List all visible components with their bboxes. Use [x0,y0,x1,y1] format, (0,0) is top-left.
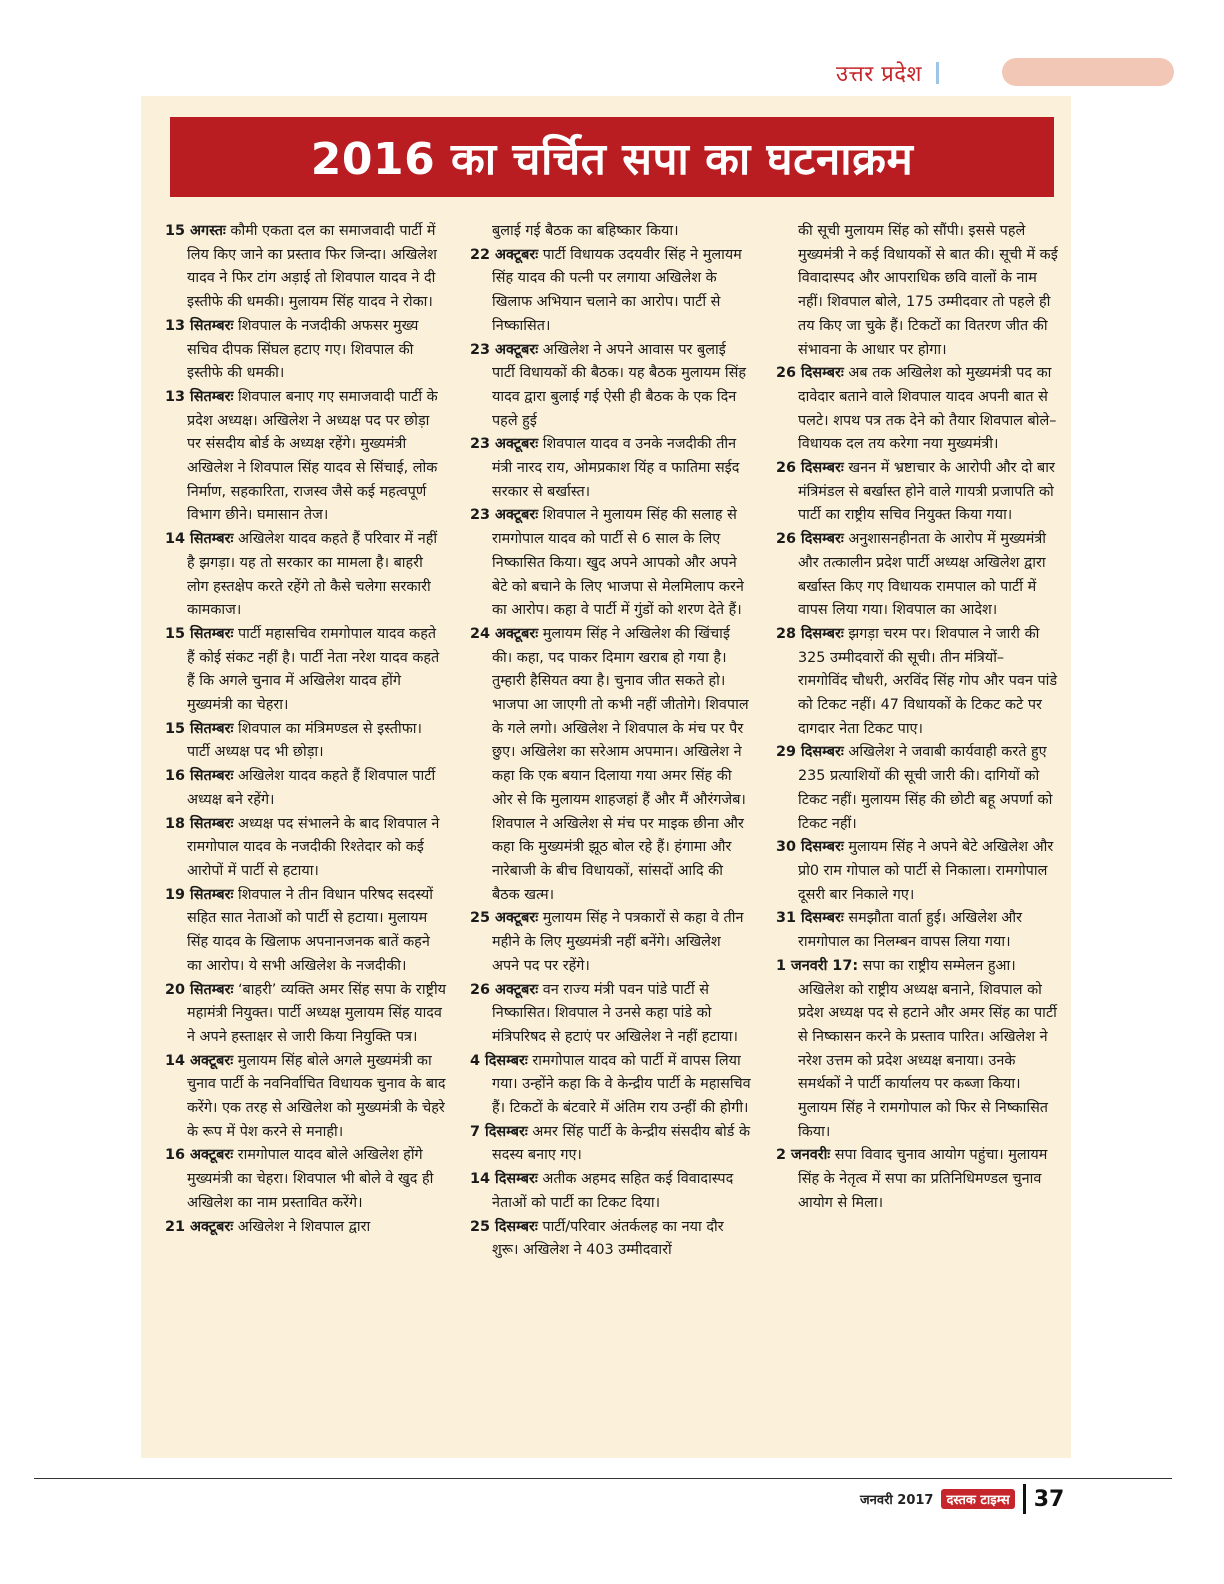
timeline-entry [165,386,447,528]
entry-date: 26 दिसम्बरः [776,460,844,477]
entry-text: समझौता वार्ता हुई। अखिलेश और रामगोपाल का निलम्बन वापस लिया गया। [798,910,1023,951]
entry-text: पार्टी विधायक उदयवीर सिंह ने मुलायम सिंह यादव की पत्नी पर लगाया अखिलेश के खिलाफ अभियान चलाने का आरोप। पार्टी से निष्कासित। [492,246,742,334]
timeline-entry [470,433,752,504]
entry-date: 23 अक्टूबरः [470,507,539,524]
entry-text: ‘बाहरी’ व्यक्ति अमर सिंह सपा के राष्ट्रीय महामंत्री नियुक्त। पार्टी अध्यक्ष मुलायम सिंह यादव ने अपने हस्ताक्षर से जारी किया नियुक्ति पत्र। [187,981,447,1045]
entry-text: अखिलेश ने अपने आवास पर बुलाई पार्टी विधायकों की बैठक। यह बैठक मुलायम सिंह यादव द्वारा बुलाई गई ऐसी ही बैठक के एक दिन पहले हुई [492,341,746,429]
magazine-logo: दस्तक टाइम्स [941,1489,1014,1509]
entry-date: 30 दिसम्बरः [776,839,844,856]
entry-date: 25 अक्टूबरः [470,910,539,927]
entry-text: शिवपाल ने तीन विधान परिषद सदस्यों सहित सात नेताओं को पार्टी से हटाया। मुलायम सिंह यादव के खिलाफ अपनानजनक बातें कहने का आरोप। ये सभी अखिलेश के नजदीकी। [187,886,433,974]
timeline-entry [470,1121,752,1168]
entry-date: 26 दिसम्बरः [776,531,844,548]
timeline-entry [470,1168,752,1215]
title-banner [170,117,1054,197]
timeline-entry [776,457,1058,528]
entry-date: 14 सितम्बरः [165,531,234,548]
entry-text: खनन में भ्रष्टाचार के आरोपी और दो बार मंत्रिमंडल से बर्खास्त होने वाले गायत्री प्रजापति को पार्टी का राष्ट्रीय सचिव नियुक्त किया गया। [798,460,1055,524]
entry-text: शिवपाल के नजदीकी अफसर मुख्य सचिव दीपक सिंघल हटाए गए। शिवपाल की इस्तीफे की धमकी। [187,317,419,382]
timeline-entry [165,623,447,718]
section-header [836,58,939,88]
timeline-entry [776,220,1058,362]
timeline-entry [165,528,447,623]
entry-text: अखिलेश यादव कहते हैं परिवार में नहीं है झगड़ा। यह तो सरकार का मामला है। बाहरी लोग हस्तक्षेप करते रहेंगे तो कैसे चलेगा सरकारी कामकाज। [187,531,438,619]
entry-date: 1 जनवरी 17: [776,957,859,974]
timeline-column-1 [165,220,447,1440]
timeline-entry [165,315,447,386]
timeline-entry [776,836,1058,907]
entry-text: रामगोपाल यादव को पार्टी में वापस लिया गया। उन्होंने कहा कि वे केन्द्रीय पार्टी के महासचिव हैं। टिकटों के बंटवारे में अंतिम राय उन्हीं की होगी। [492,1052,751,1117]
entry-date: 15 सितम्बरः [165,720,234,737]
entry-date: 23 अक्टूबरः [470,436,539,453]
entry-date: 14 अक्टूबरः [165,1052,234,1069]
timeline-entry [470,1216,752,1263]
entry-date: 28 दिसम्बरः [776,625,844,642]
timeline-entry [165,220,447,315]
entry-text: सपा का राष्ट्रीय सम्मेलन हुआ। अखिलेश को राष्ट्रीय अध्यक्ष बनाने, शिवपाल को प्रदेश अध्यक्ष पद से हटाने और अमर सिंह का पार्टी से निष्कासन करने के प्रस्ताव पारित। अखिलेश ने नरेश उत्तम को प्रदेश अध्यक्ष बनाया। उनके समर्थकों ने पार्टी कार्यालय पर कब्जा किया। मुलायम सिंह ने रामगोपाल को फिर से निष्कासित किया। [798,957,1057,1140]
entry-text: अध्यक्ष पद संभालने के बाद शिवपाल ने रामगोपाल यादव के नजदीकी रिश्तेदार को कई आरोपों में पार्टी से हटाया। [187,815,440,879]
entry-text: सपा विवाद चुनाव आयोग पहुंचा। मुलायम सिंह के नेतृत्व में सपा का प्रतिनिधिमण्डल चुनाव आयोग से मिला। [798,1147,1048,1211]
section-divider [936,62,939,84]
entry-date: 15 सितम्बरः [165,625,234,642]
entry-text: अखिलेश ने शिवपाल द्वारा [237,1218,371,1235]
timeline-entry [776,362,1058,457]
entry-date: 21 अक्टूबरः [165,1218,234,1235]
entry-date: 4 दिसम्बरः [470,1052,528,1069]
entry-text: अखिलेश यादव कहते हैं शिवपाल पार्टी अध्यक्ष बने रहेंगे। [187,768,436,808]
entry-date: 26 दिसम्बरः [776,365,844,382]
entry-date: 14 दिसम्बरः [470,1171,538,1188]
entry-text: शिवपाल ने मुलायम सिंह की सलाह से रामगोपाल यादव को पार्टी से 6 साल के लिए निष्कासित किया। खुद अपने आपको और अपने बेटे को बचाने के लिए भाजपा से मेलमिलाप करने का आरोप। कहा वे पार्टी में गुंडों को शरण देते हैं। [492,507,744,619]
entry-date: 16 अक्टूबरः [165,1147,234,1164]
entry-date: 22 अक्टूबरः [470,246,539,263]
entry-date: 23 अक्टूबरः [470,341,539,358]
timeline-entry [776,907,1058,954]
entry-date: 31 दिसम्बरः [776,910,844,927]
entry-text: रामगोपाल यादव बोले अखिलेश होंगे मुख्यमंत्री का चेहरा। शिवपाल भी बोले वे खुद ही अखिलेश का नाम प्रस्तावित करेंगे। [187,1147,434,1211]
timeline-entry [470,1050,752,1121]
entry-text: झगड़ा चरम पर। शिवपाल ने जारी की 325 उम्मीदवारों की सूची। तीन मंत्रियों– रामगोविंद चौधरी, अरविंद सिंह गोप और पवन पांडे को टिकट नहीं। 47 विधायकों के टिकट कटे पर दागदार नेता टिकट पाए। [798,625,1058,737]
timeline-entry [165,1216,447,1240]
entry-text: शिवपाल बनाए गए समाजवादी पार्टी के प्रदेश अध्यक्ष। अखिलेश ने अध्यक्ष पद पर छोड़ा पर संसदीय बोर्ड के अध्यक्ष रहेंगे। मुख्यमंत्री अखिलेश ने शिवपाल सिंह यादव से सिंचाई, लोक निर्माण, सहकारिता, राजस्व जैसे कई महत्वपूर्ण विभाग छीने। घमासान तेज। [187,388,438,524]
entry-text: अनुशासनहीनता के आरोप में मुख्यमंत्री और तत्कालीन प्रदेश पार्टी अध्यक्ष अखिलेश द्वारा बर्खास्त किए गए विधायक रामपाल को पार्टी में वापस लिया गया। शिवपाल का आदेश। [798,531,1046,619]
entry-text: अमर सिंह पार्टी के केन्द्रीय संसदीय बोर्ड के सदस्य बनाए गए। [492,1123,751,1164]
timeline-entry [165,979,447,1050]
timeline-entry [165,765,447,812]
entry-text: की सूची मुलायम सिंह को सौंपी। इससे पहले मुख्यमंत्री ने कई विधायकों से बात की। सूची में कई विवादास्पद और आपराधिक छवि वालों के नाम नहीं। शिवपाल बोले, 175 उम्मीदवार तो पहले ही तय किए जा चुके हैं। टिकटों का वितरण जीत की संभावना के आधार पर होगा। [798,223,1058,358]
timeline-entry [776,955,1058,1145]
timeline-entry [165,813,447,884]
header-decoration-pill [1002,58,1174,86]
entry-date: 13 सितम्बरः [165,388,234,405]
footer-month: जनवरी 2017 [860,1493,934,1508]
entry-date: 15 अगस्तः [165,223,226,239]
footer-rule [34,1478,1172,1479]
entry-date: 25 दिसम्बरः [470,1218,538,1235]
entry-date: 19 सितम्बरः [165,886,234,903]
entry-date: 7 दिसम्बरः [470,1123,528,1140]
timeline-column-3 [776,220,1058,1440]
page-number: 37 [1033,1486,1065,1512]
timeline-entry [776,623,1058,742]
timeline-entry [470,907,752,978]
entry-date: 16 सितम्बरः [165,768,234,785]
entry-text: कौमी एकता दल का समाजवादी पार्टी में लिय किए जाने का प्रस्ताव फिर जिन्दा। अखिलेश यादव ने फिर टांग अड़ाई तो शिवपाल यादव ने दी इस्तीफे की धमकी। मुलायम सिंह यादव ने रोका। [187,223,437,311]
timeline-column-2 [470,220,752,1440]
timeline-entry [165,718,447,765]
timeline-entry [776,528,1058,623]
entry-date: 18 सितम्बरः [165,815,234,832]
entry-text: वन राज्य मंत्री पवन पांडे पार्टी से निष्कासित। शिवपाल ने उनसे कहा पांडे को मंत्रिपरिषद से हटाएं पर अखिलेश ने नहीं हटाया। [492,981,738,1045]
entry-text: मुलायम सिंह ने अखिलेश की खिंचाई की। कहा, पद पाकर दिमाग खराब हो गया है। तुम्हारी हैसियत क्या है। चुनाव जीत सकते हो। भाजपा आ जाएगी तो कभी नहीं जीतोगे। शिवपाल के गले लगो। अखिलेश ने शिवपाल के मंच पर पैर छुए। अखिलेश का सरेआम अपमान। अखिलेश ने कहा कि एक बयान दिलाया गया अमर सिंह की ओर से कि मुलायम शाहजहां हैं और मैं औरंगजेब। शिवपाल ने अखिलेश से मंच पर माइक छीना और कहा कि मुख्यमंत्री झूठ बोल रहे हैं। हंगामा और नारेबाजी के बीच विधायकों, सांसदों आदि की बैठक खत्म। [492,625,749,903]
page-footer [860,1484,1064,1514]
entry-date: 24 अक्टूबरः [470,625,539,642]
entry-text: शिवपाल का मंत्रिमण्डल से इस्तीफा। पार्टी अध्यक्ष पद भी छोड़ा। [187,720,422,761]
timeline-entry [470,979,752,1050]
timeline-entry [776,741,1058,836]
timeline-entry [470,244,752,339]
entry-text: अतीक अहमद सहित कई विवादास्पद नेताओं को पार्टी का टिकट दिया। [492,1171,734,1211]
timeline-entry [165,884,447,979]
entry-text: पार्टी/परिवार अंतर्कलह का नया दौर शुरू। अखिलेश ने 403 उम्मीदवारों [492,1218,724,1259]
timeline-entry [470,623,752,907]
timeline-entry [470,220,752,244]
timeline-entry [470,504,752,623]
section-name: उत्तर प्रदेश [836,62,922,87]
timeline-entry [165,1144,447,1215]
article-title: 2016 का चर्चित सपा का घटनाक्रम [310,134,914,185]
entry-date: 20 सितम्बरः [165,981,234,998]
entry-text: शिवपाल यादव व उनके नजदीकी तीन मंत्री नारद राय, ओमप्रकाश यिंह व फातिमा सईद सरकार से बर्खास्त। [492,436,740,500]
entry-text: मुलायम सिंह ने अपने बेटे अखिलेश और प्रो0 राम गोपाल को पार्टी से निकाला। रामगोपाल दूसरी बार निकाले गए। [798,839,1054,903]
timeline-entry [470,339,752,434]
entry-text: अखिलेश ने जवाबी कार्यवाही करते हुए 235 प्रत्याशियों की सूची जारी की। दागियों को टिकट नहीं। मुलायम सिंह की छोटी बहू अपर्णा को टिकट नहीं। [798,744,1053,832]
timeline-entry [776,1144,1058,1215]
entry-text: अब तक अखिलेश को मुख्यमंत्री पद का दावेदार बताने वाले शिवपाल यादव अपनी बात से पलटे। शपथ पत्र तक देने को तैयार शिवपाल बोले– विधायक दल तय करेगा नया मुख्यमंत्री। [798,365,1057,453]
timeline-entry [165,1050,447,1145]
entry-text: मुलायम सिंह बोले अगले मुख्यमंत्री का चुनाव पार्टी के नवनिर्वाचित विधायक चुनाव के बाद करेंगे। एक तरह से अखिलेश को मुख्यमंत्री के चेहरे के रूप में पेश करने से मनाही। [187,1052,446,1140]
footer-separator [1023,1484,1026,1514]
entry-date: 29 दिसम्बरः [776,744,844,761]
entry-text: मुलायम सिंह ने पत्रकारों से कहा वे तीन महीने के लिए मुख्यमंत्री नहीं बनेंगे। अखिलेश अपने पद पर रहेंगे। [492,910,744,974]
entry-date: 26 अक्टूबरः [470,981,539,998]
entry-text: पार्टी महासचिव रामगोपाल यादव कहते हैं कोई संकट नहीं है। पार्टी नेता नरेश यादव कहते हैं कि अगले चुनाव में अखिलेश यादव होंगे मुख्यमंत्री का चेहरा। [187,625,440,714]
entry-date: 13 सितम्बरः [165,317,234,334]
entry-date: 2 जनवरीः [776,1147,831,1164]
entry-text: बुलाई गई बैठक का बहिष्कार किया। [492,223,679,239]
